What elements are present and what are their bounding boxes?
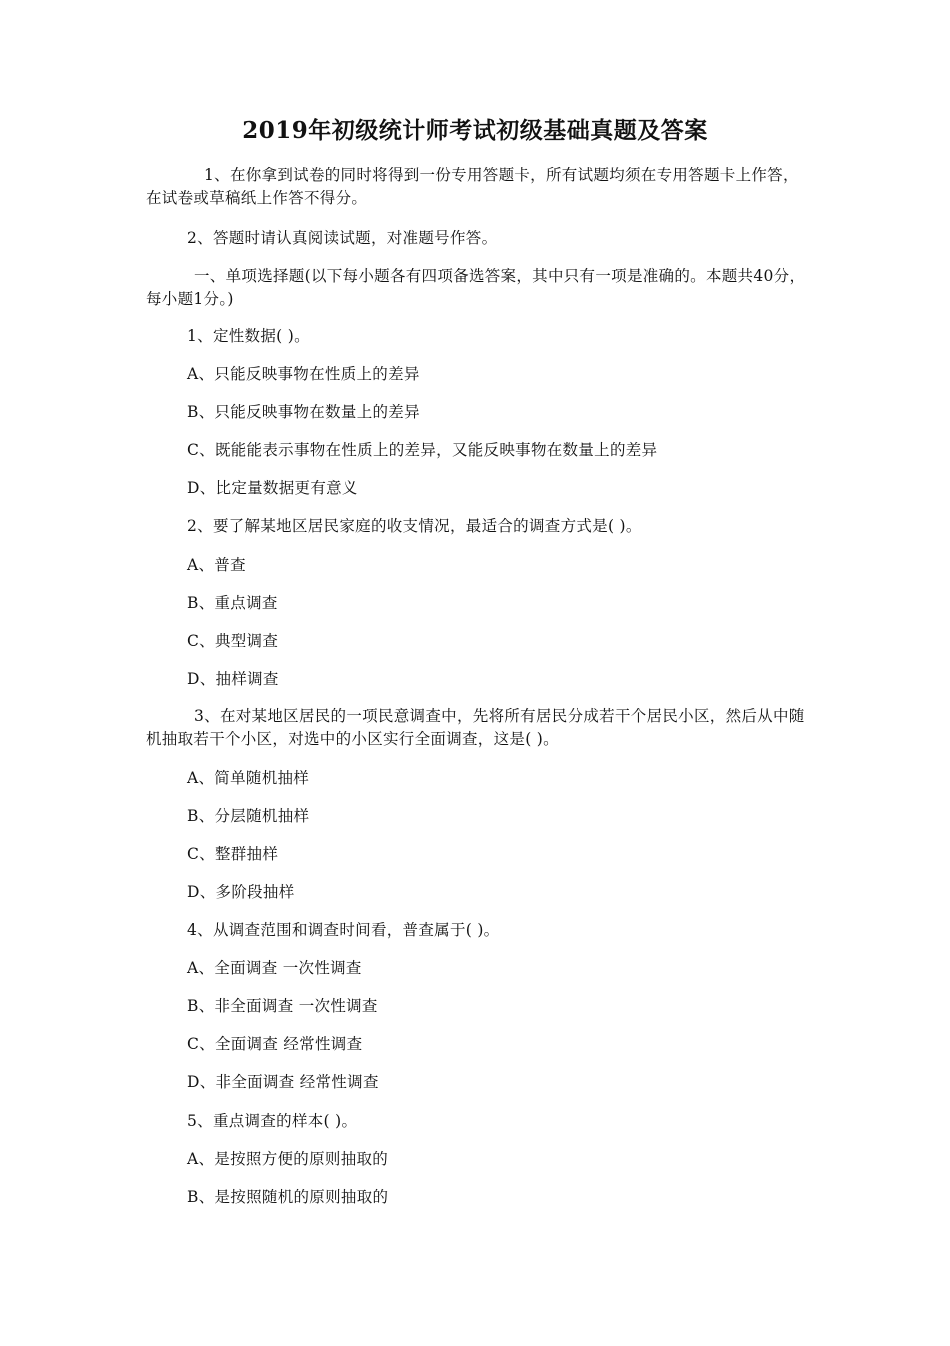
question-4-option-a: A、全面调查 一次性调查 (187, 959, 362, 977)
question-4-option-c: C、全面调查 经常性调查 (187, 1035, 363, 1053)
question-5-stem: 5、重点调查的样本( )。 (187, 1112, 358, 1130)
question-2-option-c: C、典型调查 (187, 632, 279, 650)
question-3-option-a: A、简单随机抽样 (187, 769, 310, 787)
question-4-stem: 4、从调查范围和调查时间看，普查属于( )。 (187, 921, 500, 939)
question-2-stem: 2、要了解某地区居民家庭的收支情况，最适合的调查方式是( )。 (187, 517, 642, 535)
question-2-option-a: A、普查 (187, 556, 246, 574)
question-2-option-d: D、抽样调查 (187, 670, 279, 688)
question-1-stem: 1、定性数据( )。 (187, 327, 310, 345)
question-3-option-c: C、整群抽样 (187, 845, 279, 863)
instruction-2: 2、答题时请认真阅读试题，对准题号作答。 (187, 229, 498, 247)
question-4-option-d: D、非全面调查 经常性调查 (187, 1073, 379, 1091)
section-heading: 一、单项选择题(以下每小题各有四项备选答案，其中只有一项是准确的。本题共40分，每小题1分。) (146, 267, 806, 308)
question-1-option-b: B、只能反映事物在数量上的差异 (187, 403, 420, 421)
instruction-1: 1、在你拿到试卷的同时将得到一份专用答题卡，所有试题均须在专用答题卡上作答，在试卷或草稿纸上作答不得分。 (146, 166, 799, 207)
question-5-option-a: A、是按照方便的原则抽取的 (187, 1150, 389, 1168)
question-4-option-b: B、非全面调查 一次性调查 (187, 997, 378, 1015)
question-3-stem: 3、在对某地区居民的一项民意调查中，先将所有居民分成若干个居民小区，然后从中随机抽取若干个小区，对选中的小区实行全面调查，这是( )。 (146, 707, 805, 748)
question-1-option-c: C、既能能表示事物在性质上的差异，又能反映事物在数量上的差异 (187, 441, 658, 459)
question-3-option-b: B、分层随机抽样 (187, 807, 310, 825)
question-2-option-b: B、重点调查 (187, 594, 278, 612)
question-5-option-b: B、是按照随机的原则抽取的 (187, 1188, 389, 1206)
question-1-option-d: D、比定量数据更有意义 (187, 479, 358, 497)
document-title: 2019年初级统计师考试初级基础真题及答案 (242, 117, 708, 144)
question-3-option-d: D、多阶段抽样 (187, 883, 295, 901)
question-1-option-a: A、只能反映事物在性质上的差异 (187, 365, 420, 383)
